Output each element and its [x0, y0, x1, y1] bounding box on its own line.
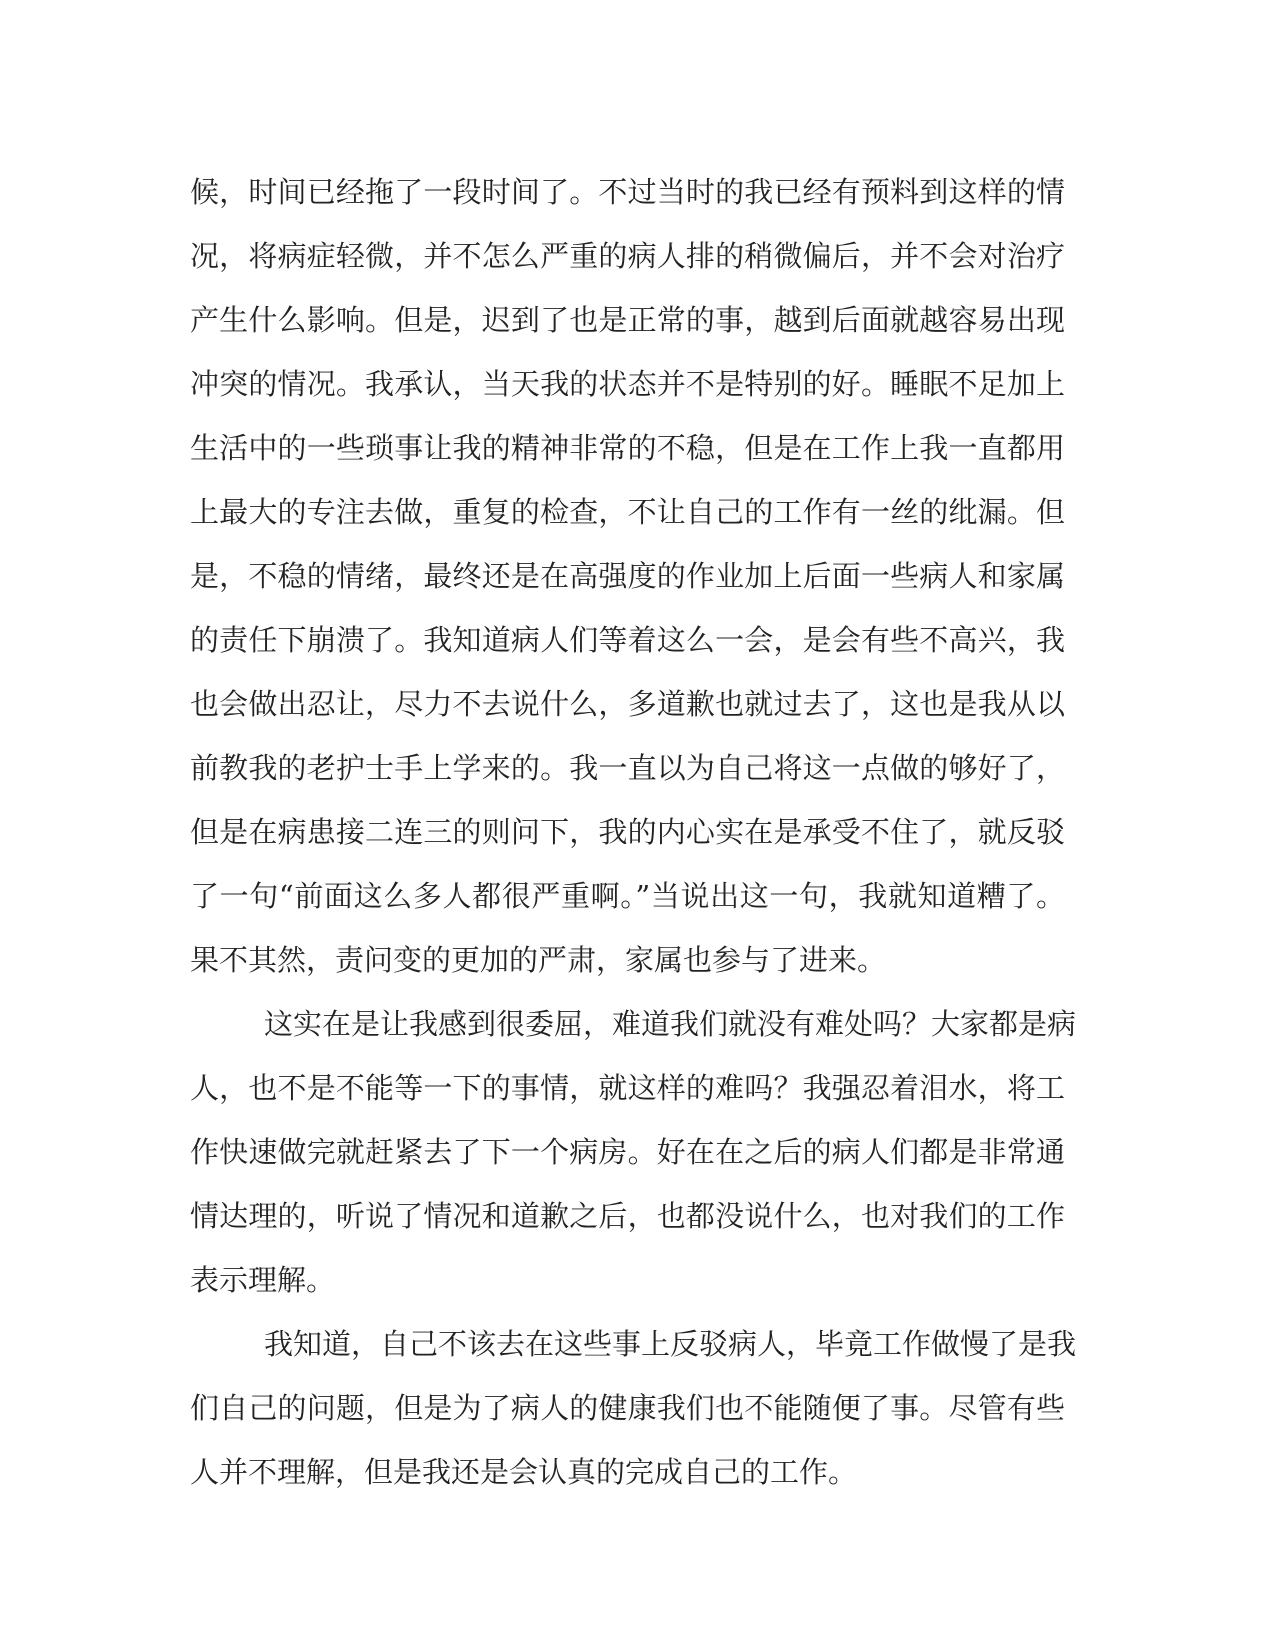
paragraph-3-line-2: 们自己的问题，但是为了病人的健康我们也不能随便了事。尽管有些 [190, 1391, 1065, 1425]
paragraph-1-line-13: 果不其然，责问变的更加的严肃，家属也参与了进来。 [190, 943, 887, 977]
paragraph-1-line-1: 候，时间已经拖了一段时间了。不过当时的我已经有预料到这样的情 [190, 175, 1065, 209]
paragraph-1-line-8: 的责任下崩溃了。我知道病人们等着这么一会，是会有些不高兴，我 [190, 623, 1065, 657]
paragraph-1-line-10: 前教我的老护士手上学来的。我一直以为自己将这一点做的够好了， [190, 751, 1065, 785]
paragraph-1-line-11: 但是在病患接二连三的则问下，我的内心实在是承受不住了，就反驳 [190, 815, 1065, 849]
paragraph-1-line-12: 了一句“前面这么多人都很严重啊。”当说出这一句，我就知道糟了。 [190, 879, 1065, 913]
paragraph-2-line-4: 情达理的，听说了情况和道歉之后，也都没说什么，也对我们的工作 [190, 1199, 1065, 1233]
paragraph-1-line-2: 况，将病症轻微，并不怎么严重的病人排的稍微偏后，并不会对治疗 [190, 239, 1065, 273]
paragraph-2-line-2: 人，也不是不能等一下的事情，就这样的难吗？我强忍着泪水，将工 [190, 1071, 1065, 1105]
paragraph-2-line-5: 表示理解。 [190, 1263, 336, 1297]
paragraph-2-line-1: 这实在是让我感到很委屈，难道我们就没有难处吗？大家都是病 [264, 1007, 1077, 1041]
paragraph-1-line-7: 是，不稳的情绪，最终还是在高强度的作业加上后面一些病人和家属 [190, 559, 1065, 593]
paragraph-1-line-9: 也会做出忍让，尽力不去说什么，多道歉也就过去了，这也是我从以 [190, 687, 1065, 721]
body-text [190, 160, 1090, 1504]
paragraph-1-line-6: 上最大的专注去做，重复的检查，不让自己的工作有一丝的纰漏。但 [190, 495, 1065, 529]
paragraph-3-line-3: 人并不理解，但是我还是会认真的完成自己的工作。 [190, 1455, 858, 1489]
paragraph-1-line-4: 冲突的情况。我承认，当天我的状态并不是特别的好。睡眠不足加上 [190, 367, 1065, 401]
paragraph-3-line-1: 我知道，自己不该去在这些事上反驳病人，毕竟工作做慢了是我 [264, 1327, 1077, 1361]
paragraph-2-line-3: 作快速做完就赶紧去了下一个病房。好在在之后的病人们都是非常通 [190, 1135, 1065, 1169]
paragraph-1-line-5: 生活中的一些琐事让我的精神非常的不稳，但是在工作上我一直都用 [190, 431, 1065, 465]
paragraph-1-line-3: 产生什么影响。但是，迟到了也是正常的事，越到后面就越容易出现 [190, 303, 1065, 337]
